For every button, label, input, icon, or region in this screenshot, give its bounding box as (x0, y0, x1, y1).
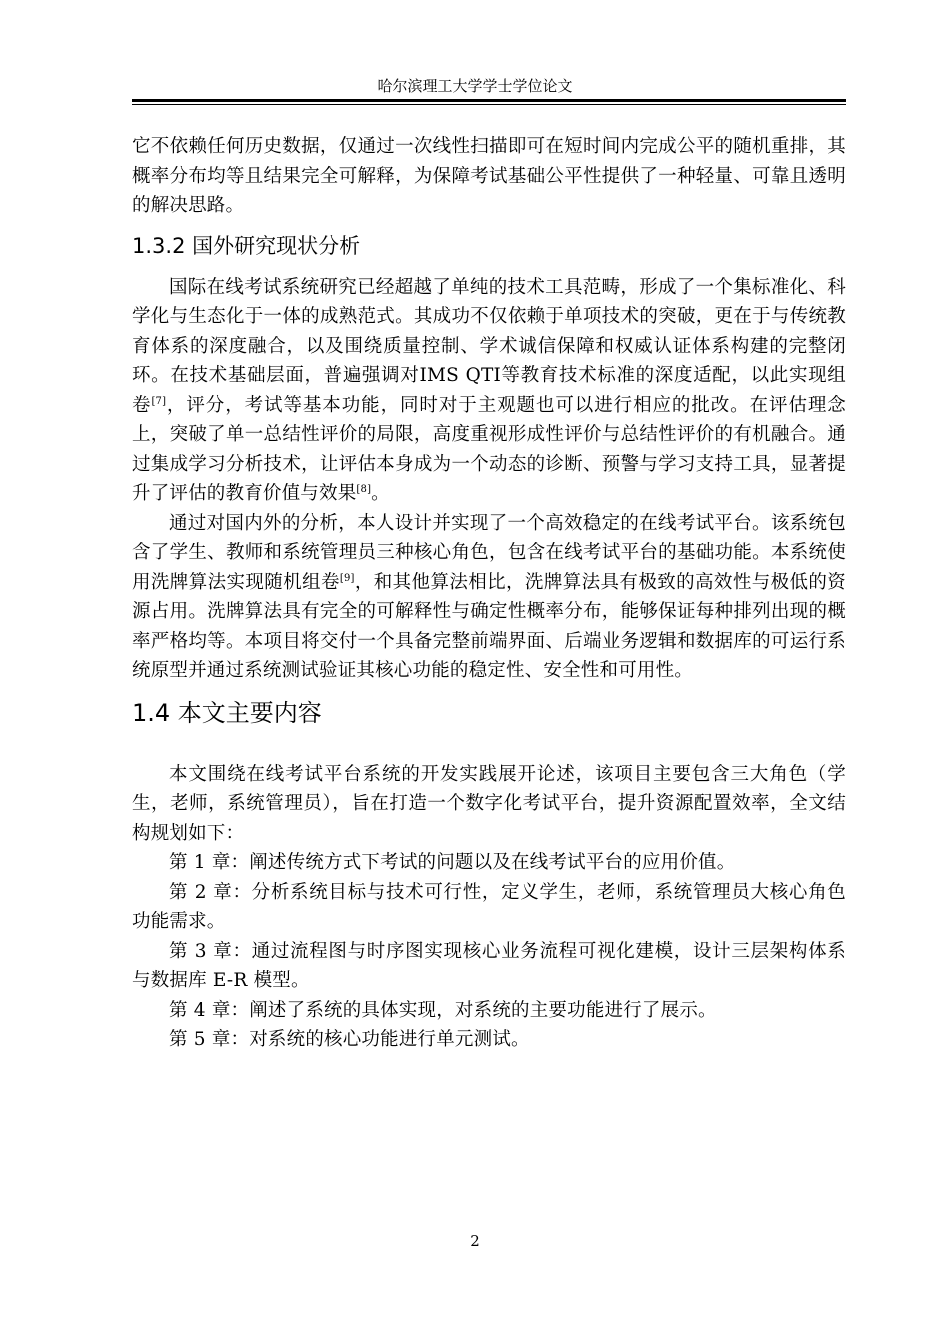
paragraph-text: 。 (371, 483, 390, 504)
intro-paragraph: 它不依赖任何历史数据，仅通过一次线性扫描即可在短时间内完成公平的随机重排，其概率分布均等且结果完全可解释，为保障考试基础公平性提供了一种轻量、可靠且透明的解决思路。 (132, 136, 846, 216)
section-heading-1-4: 1.4 本文主要内容 (132, 698, 322, 727)
section-heading-1-3-2: 1.3.2 国外研究现状分析 (132, 233, 361, 258)
page-number: 2 (470, 1232, 480, 1250)
body-content (132, 132, 846, 1055)
paragraph-foreign-research (132, 273, 846, 509)
header-rule-thick (132, 99, 846, 102)
chapter-item: 第 1 章：阐述传统方式下考试的问题以及在线考试平台的应用价值。 (169, 852, 736, 873)
chapter-item: 第 3 章：通过流程图与时序图实现核心业务流程可视化建模，设计三层架构体系与数据库 E-R 模型。 (132, 940, 846, 991)
paragraph-text: 国际在线考试系统研究已经超越了单纯的技术工具范畴，形成了一个集标准化、科学化与生态化于一体的成熟范式。其成功不仅依赖于单项技术的突破，更在于与传统教育体系的深度融合，以及围绕质量控制、学术诚信保障和权威认证体系构建的完整闭环。在技术基础层面，普遍强调对IMS QTI等教育技术标准的深度适配，以此实现组卷 (132, 276, 846, 416)
paragraph-text: ，评分，考试等基本功能，同时对于主观题也可以进行相应的批改。在评估理念上，突破了单一总结性评价的局限，高度重视形成性评价与总结性评价的有机融合。通过集成学习分析技术，让评估本身成为一个动态的诊断、预警与学习支持工具，显著提升了评估的教育价值与效果 (132, 394, 846, 504)
running-header: 哈尔滨理工大学学士学位论文 (377, 77, 573, 95)
chapter-item: 第 4 章：阐述了系统的具体实现，对系统的主要功能进行了展示。 (169, 999, 717, 1021)
paragraph-text: ，和其他算法相比，洗牌算法具有极致的高效性与极低的资源占用。洗牌算法具有完全的可解释性与确定性概率分布，能够保证每种排列出现的概率严格均等。本项目将交付一个具备完整前端界面、后端业务逻辑和数据库的可运行系统原型并通过系统测试验证其核心功能的稳定性、安全性和可用性。 (132, 571, 847, 681)
paragraph-design-summary (132, 509, 846, 686)
citation-ref: [7] (151, 395, 167, 407)
header-rule-thin (132, 104, 846, 105)
chapter-item: 第 5 章：对系统的核心功能进行单元测试。 (169, 1029, 530, 1050)
citation-ref: [9] (339, 572, 355, 584)
chapter-item: 第 2 章：分析系统目标与技术可行性，定义学生，老师，系统管理员大核心角色功能需求。 (132, 881, 846, 932)
paragraph-main-content: 本文围绕在线考试平台系统的开发实践展开论述，该项目主要包含三大角色（学生，老师，系统管理员），旨在打造一个数字化考试平台，提升资源配置效率，全文结构规划如下： (132, 763, 846, 844)
paragraph-text: 通过对国内外的分析，本人设计并实现了一个高效稳定的在线考试平台。该系统包含了学生、教师和系统管理员三种核心角色，包含在线考试平台的基础功能。本系统使用洗牌算法实现随机组卷 (132, 512, 846, 593)
citation-ref: [8] (356, 483, 372, 495)
